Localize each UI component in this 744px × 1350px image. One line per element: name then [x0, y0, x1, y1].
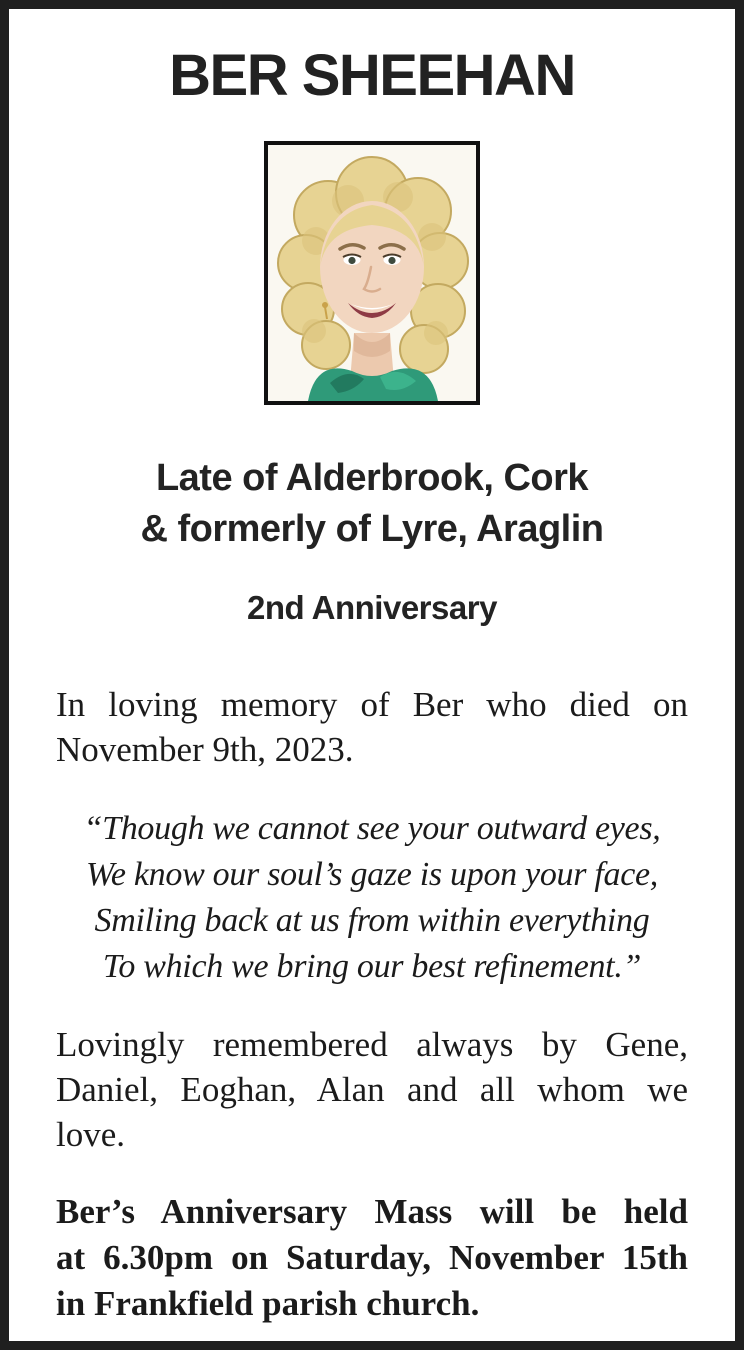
remembrance-line-2: Daniel, Eoghan, Alan and all whom we [56, 1070, 688, 1109]
verse-line-4: To which we bring our best refinement.” [102, 948, 642, 985]
late-of-subhead [56, 453, 688, 555]
remembrance-paragraph [56, 1022, 688, 1157]
remembrance-line-3: love. [56, 1115, 126, 1154]
remembrance-line-1: Lovingly remembered always by Gene, [56, 1025, 688, 1064]
verse-line-2: We know our soul’s gaze is upon your face, [86, 856, 658, 893]
mass-line-1: Ber’s Anniversary Mass will be held [56, 1192, 688, 1231]
notice-content [9, 45, 735, 1327]
mass-line-3: in Frankfield parish church. [56, 1284, 480, 1323]
portrait-photo-frame [264, 141, 480, 405]
verse-line-3: Smiling back at us from within everything [94, 902, 650, 939]
intro-paragraph [56, 682, 688, 772]
mass-line-2: at 6.30pm on Saturday, November 15th [56, 1238, 688, 1277]
memorial-verse [56, 806, 688, 990]
portrait-photo [268, 145, 476, 401]
deceased-name-title: BER SHEEHAN [169, 43, 575, 108]
mass-announcement-paragraph [56, 1189, 688, 1327]
intro-line-1: In loving memory of Ber who died on [56, 685, 688, 724]
intro-line-2: November 9th, 2023. [56, 730, 354, 769]
verse-line-1: “Though we cannot see your outward eyes, [83, 810, 661, 847]
subhead-line-2: & formerly of Lyre, Araglin [140, 508, 604, 550]
subhead-line-1: Late of Alderbrook, Cork [155, 457, 589, 499]
anniversary-label: 2nd Anniversary [247, 589, 497, 626]
